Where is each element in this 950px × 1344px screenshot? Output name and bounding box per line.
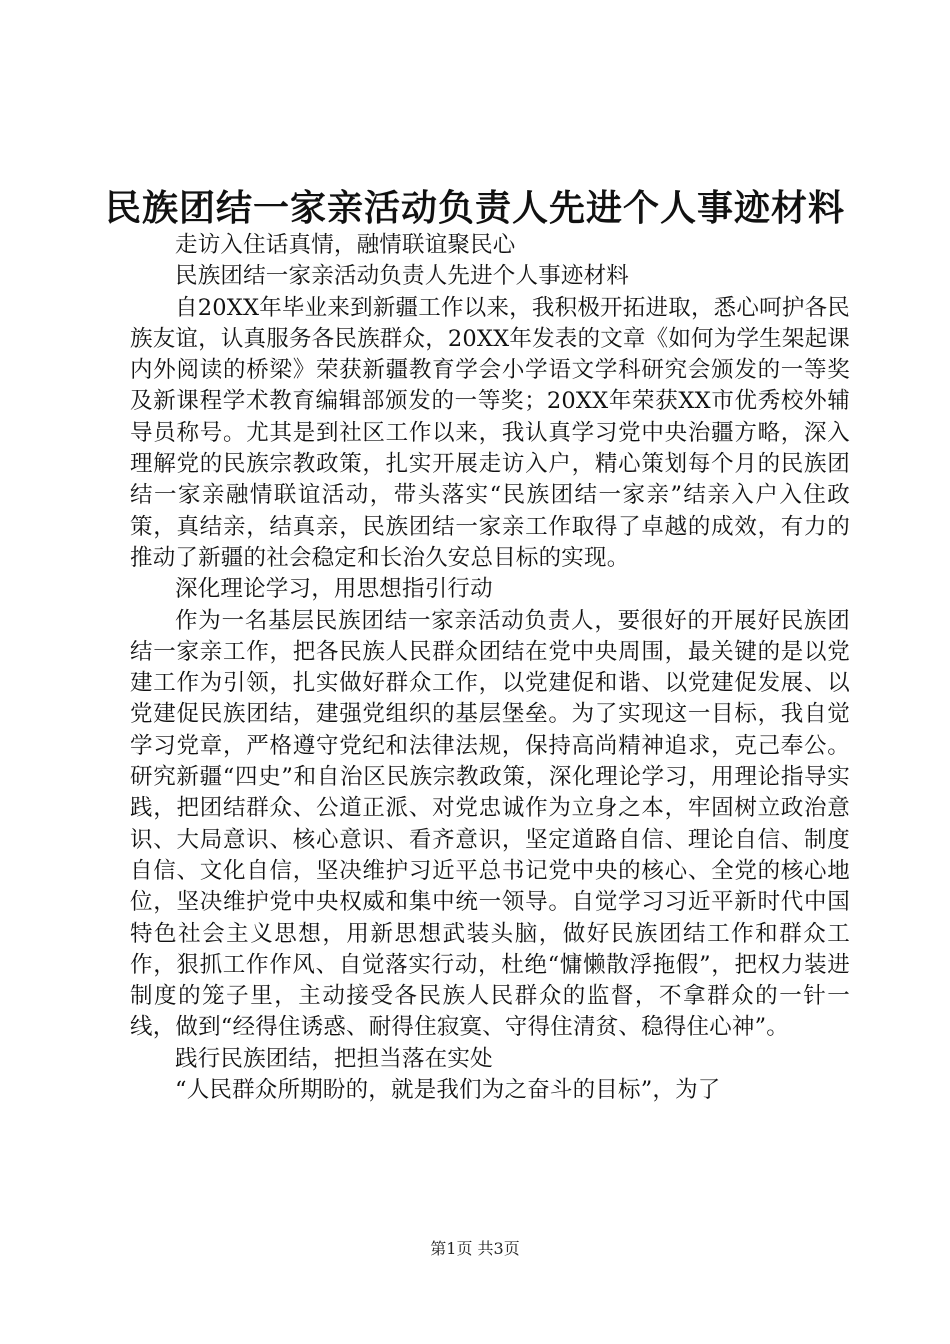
body-paragraph: “人民群众所期盼的，就是我们为之奋斗的目标”，为了 [175,1077,721,1104]
section-heading: 践行民族团结，把担当落在实处 [175,1045,493,1072]
document-title: 民族团结一家亲活动负责人先进个人事迹材料 [104,187,845,229]
section-subtitle: 走访入住话真情，融情联谊聚民心 [175,232,516,258]
document-body [130,230,850,1106]
document-subtitle: 民族团结一家亲活动负责人先进个人事迹材料 [175,263,630,290]
page-footer [0,1237,950,1261]
section-heading: 深化理论学习，用思想指引行动 [175,576,493,603]
page-indicator: 第1页 共3页 [430,1239,520,1258]
body-paragraph: 自20XX年毕业来到新疆工作以来，我积极开拓进取，悉心呵护各民族友谊，认真服务各民族群众，20XX年发表的文章《如何为学生架起课内外阅读的桥梁》荣获新疆教育学会小学语文学科研究会颁发的一等奖及新课程学术教育编辑部颁发的一等奖；20XX年荣获XX市优秀校外辅导员称号。尤其是到社区工作以来，我认真学习党中央治疆方略，深入理解党的民族宗教政策，扎实开展走访入户，精心策划每个月的民族团结一家亲融情联谊活动，带头落实“民族团结一家亲”结亲入户入住政策，真结亲，结真亲，民族团结一家亲工作取得了卓越的成效，有力的推动了新疆的社会稳定和长治久安总目标的实现。 [130,294,850,571]
body-paragraph: 作为一名基层民族团结一家亲活动负责人，要很好的开展好民族团结一家亲工作，把各民族人民群众团结在党中央周围，最关键的是以党建工作为引领，扎实做好群众工作，以党建促和谐、以党建促发展、以党建促民族团结，建强党组织的基层堡垒。为了实现这一目标，我自觉学习党章，严格遵守党纪和法律法规，保持高尚精神追求，克己奉公。研究新疆“四史”和自治区民族宗教政策，深化理论学习，用理论指导实践，把团结群众、公道正派、对党忠诚作为立身之本，牢固树立政治意识、大局意识、核心意识、看齐意识，坚定道路自信、理论自信、制度自信、文化自信，坚决维护习近平总书记党中央的核心、全党的核心地位，坚决维护党中央权威和集中统一领导。自觉学习习近平新时代中国特色社会主义思想，用新思想武装头脑，做好民族团结工作和群众工作，狠抓工作作风、自觉落实行动，杜绝“慵懒散浮拖假”，把权力装进制度的笼子里，主动接受各民族人民群众的监督，不拿群众的一针一线，做到“经得住诱惑、耐得住寂寞、守得住清贫、稳得住心神”。 [130,607,850,1041]
